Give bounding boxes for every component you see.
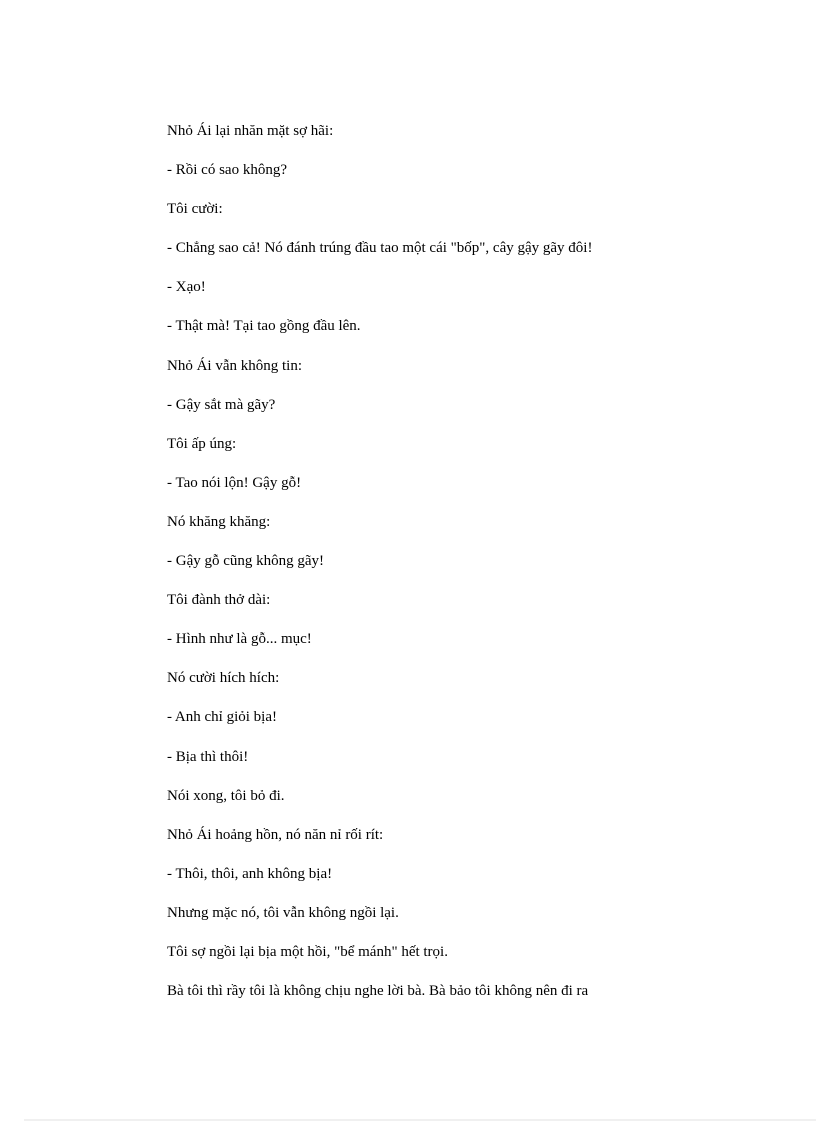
paragraph: - Rồi có sao không? xyxy=(167,162,287,179)
paragraph: - Anh chỉ giỏi bịa! xyxy=(167,709,277,726)
paragraph: Nhỏ Ái lại nhăn mặt sợ hãi: xyxy=(167,123,334,139)
paragraph: Nói xong, tôi bỏ đi. xyxy=(167,787,285,804)
paragraph: - Tao nói lộn! Gậy gỗ! xyxy=(167,474,302,491)
paragraph: - Chẳng sao cả! Nó đánh trúng đầu tao một cái "bốp", cây gậy gãy đôi! xyxy=(167,240,593,257)
paragraph: - Hình như là gỗ... mục! xyxy=(167,631,312,648)
story-text xyxy=(167,121,767,1020)
paragraph: Nhỏ Ái vẫn không tin: xyxy=(167,357,302,374)
paragraph: Tôi đành thở dài: xyxy=(167,592,271,609)
page-bottom-edge xyxy=(24,1119,816,1121)
paragraph: Nó khăng khăng: xyxy=(167,513,271,530)
paragraph: Tôi sợ ngồi lại bịa một hồi, "bể mánh" hết trọi. xyxy=(167,943,448,960)
paragraph: - Gậy sắt mà gãy? xyxy=(167,396,276,413)
paragraph: - Xạo! xyxy=(167,279,206,296)
paragraph: Nhỏ Ái hoảng hồn, nó năn nỉ rối rít: xyxy=(167,826,384,843)
paragraph: Nó cười hích hích: xyxy=(167,670,280,687)
paragraph: - Bịa thì thôi! xyxy=(167,748,249,765)
paragraph: Tôi ấp úng: xyxy=(167,435,237,452)
paragraph: Tôi cười: xyxy=(167,201,223,218)
paragraph: - Thật mà! Tại tao gồng đầu lên. xyxy=(167,318,361,335)
paragraph: - Thôi, thôi, anh không bịa! xyxy=(167,865,333,882)
paragraph: Nhưng mặc nó, tôi vẫn không ngồi lại. xyxy=(167,904,399,921)
paragraph: Bà tôi thì rầy tôi là không chịu nghe lời bà. Bà bảo tôi không nên đi ra xyxy=(167,983,589,1000)
paragraph: - Gậy gỗ cũng không gãy! xyxy=(167,553,325,570)
